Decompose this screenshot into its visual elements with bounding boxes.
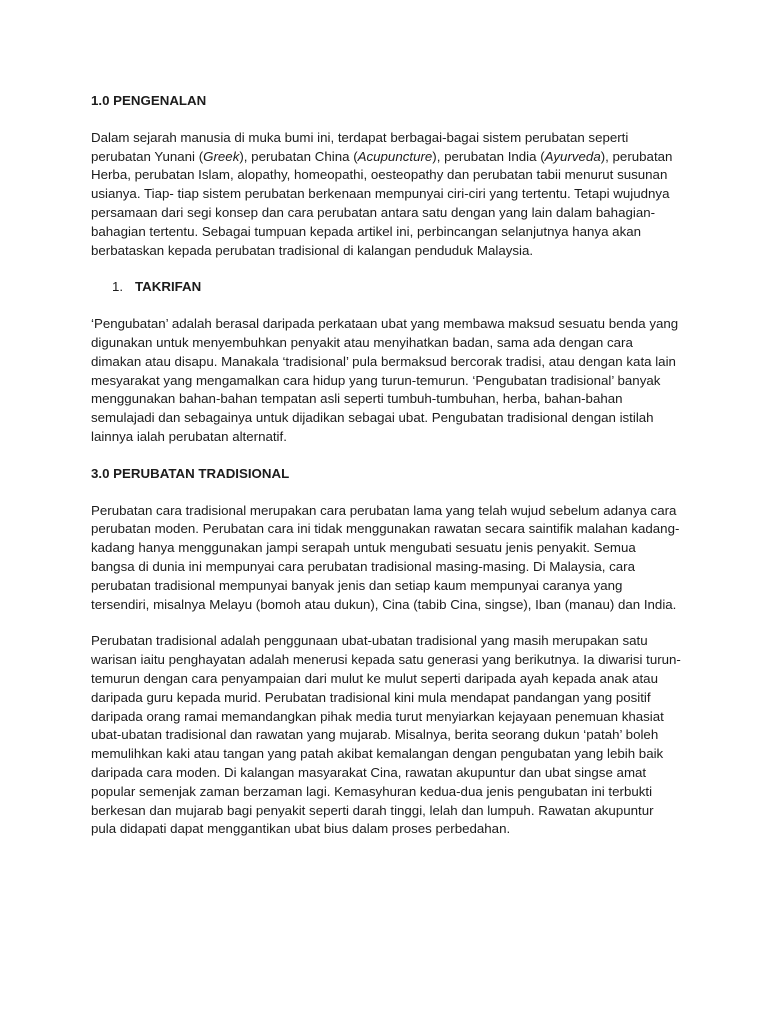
section-heading-takrifan: 1. TAKRIFAN xyxy=(91,278,681,297)
paragraph-pengenalan: Dalam sejarah manusia di muka bumi ini, terdapat berbagai-bagai sistem perubatan seperti perubatan Yunani (Greek), perubatan China (Acupuncture), perubatan India (Ayurveda), perubatan Herba, perubatan Islam, alopathy, homeopathi, oesteopathy dan perubatan tabii menurut susunan usianya. Tiap- tiap sistem perubatan berkenaan mempunyai ciri-ciri yang tertentu. Tetapi wujudnya persamaan dari segi konsep dan cara perubatan antara satu dengan yang lain dalam bahagian-bahagian tertentu. Sebagai tumpuan kepada artikel ini, perbincangan selanjutnya hanya akan berbataskan kepada perubatan tradisional di kalangan penduduk Malaysia. xyxy=(91,129,673,258)
section-heading-pengenalan: 1.0 PENGENALAN xyxy=(91,93,207,108)
paragraph-perubatan-tradisional-1: Perubatan cara tradisional merupakan cara perubatan lama yang telah wujud sebelum adanya cara perubatan moden. Perubatan cara ini tidak menggunakan rawatan secara saintifik malahan kadang-kadang hanya menggunakan jampi serapah untuk mengubati sesuatu jenis penyakit. Semua bangsa di dunia ini mempunyai cara perubatan tradisional masing-masing. Di Malaysia, cara perubatan tradisional mempunyai banyak jenis dan setiap kaum mempunyai caranya yang tersendiri, misalnya Melayu (bomoh atau dukun), Cina (tabib Cina, singse), Iban (manau) dan India. xyxy=(91,502,680,612)
section-heading-perubatan-tradisional: 3.0 PERUBATAN TRADISIONAL xyxy=(91,465,290,481)
list-number: 1. xyxy=(112,279,124,295)
paragraph-takrifan: ‘Pengubatan’ adalah berasal daripada perkataan ubat yang membawa maksud sesuatu benda yang digunakan untuk menyembuhkan penyakit atau menyihatkan badan, sama ada dengan cara dimakan atau disapu. Manakala ‘tradisional’ pula bermaksud bercorak tradisi, atau dengan kata lain mesyarakat yang mengamalkan cara hidup yang turun-temurun. ‘Pengubatan tradisional’ banyak menggunakan bahan-bahan tempatan asli seperti tumbuh-tumbuhan, herba, bahan-bahan semulajadi dan sebagainya untuk dijadikan sebagai ubat. Pengubatan tradisional dengan istilah lainnya ialah perubatan alternatif. xyxy=(91,316,679,444)
paragraph-perubatan-tradisional-2: Perubatan tradisional adalah penggunaan ubat-ubatan tradisional yang masih merupakan satu warisan iaitu penghayatan adalah menerusi kepada satu generasi yang berikutnya. Ia diwarisi turun-temurun dengan cara penyampaian dari mulut ke mulut seperti daripada ayah kepada anak atau daripada guru kepada murid. Perubatan tradisional kini mula mendapat pandangan yang positif daripada orang ramai memandangkan pihak media turut menyiarkan kejayaan penemuan khasiat ubat-ubatan tradisional dan rawatan yang mujarab. Misalnya, berita seorang dukun ‘patah’ boleh memulihkan kaki atau tangan yang patah akibat kemalangan dengan pengubatan yang lebih baik daripada cara moden. Di kalangan masyarakat Cina, rawatan akupuntur dan ubat singse amat popular semenjak zaman berzaman lagi. Kemasyhuran kedua-dua jenis pengubatan ini terbukti berkesan dan mujarab bagi penyakit seperti darah tinggi, lelah dan lumpuh. Rawatan akupuntur pula didapati dapat menggantikan ubat bius dalam proses perbedahan. xyxy=(91,633,681,837)
document-body xyxy=(91,92,681,839)
